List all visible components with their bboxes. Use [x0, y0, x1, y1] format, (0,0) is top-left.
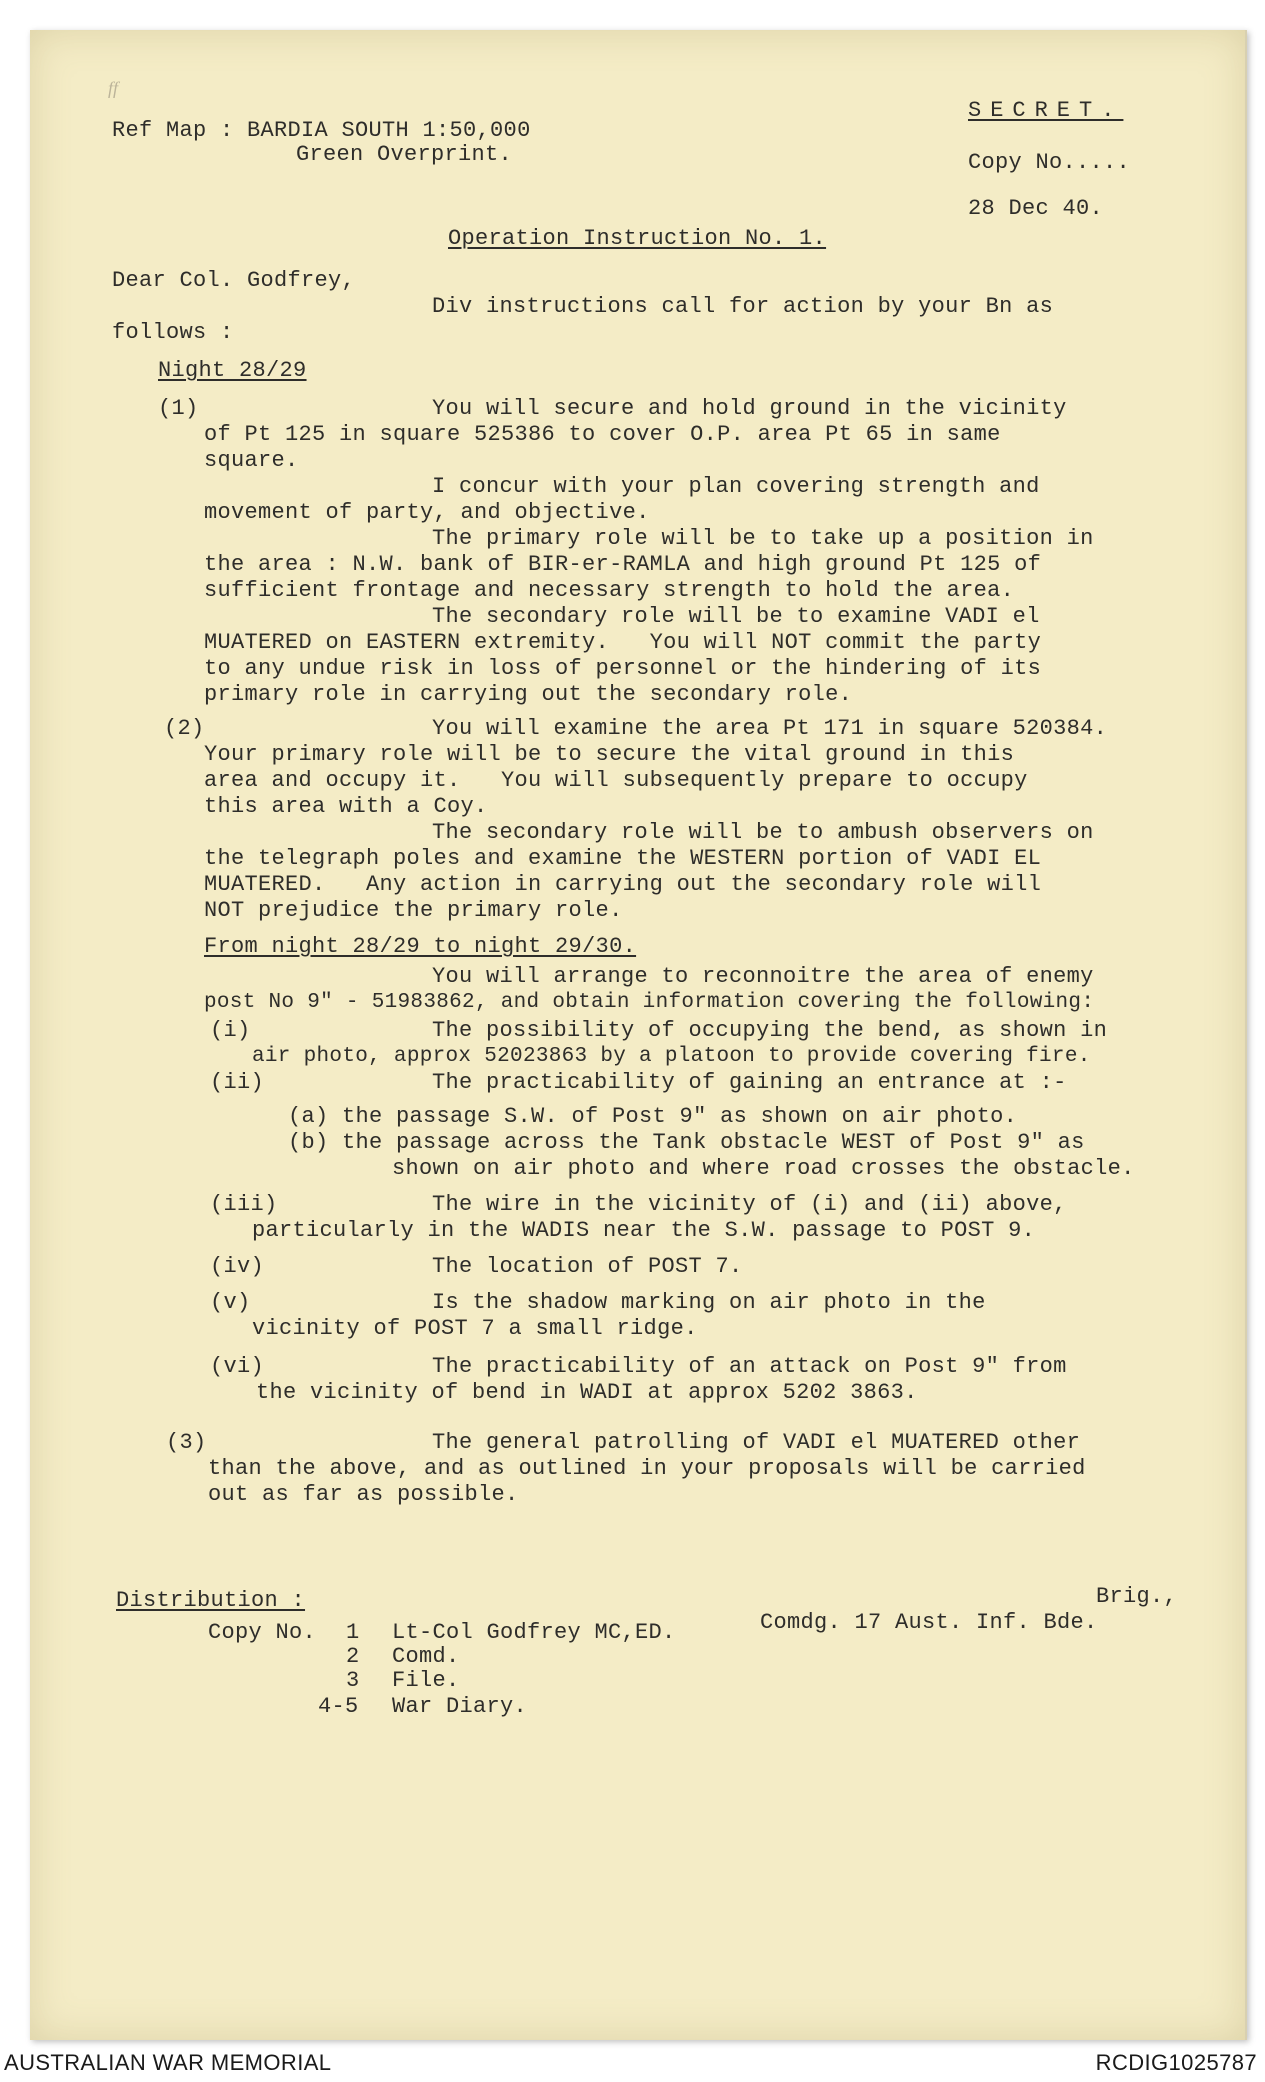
recce-item-line: air photo, approx 52023863 by a platoon to provide covering fire.: [252, 1045, 1091, 1068]
salutation: Dear Col. Godfrey,: [112, 268, 356, 293]
para2-line: the telegraph poles and examine the WESTERN portion of VADI EL: [204, 846, 1042, 871]
faint-pencil-mark: ff: [108, 78, 119, 98]
recce-item-line: the vicinity of bend in WADI at approx 5202 3863.: [256, 1380, 918, 1405]
intro-line-1: Div instructions call for action by your Bn as: [432, 294, 1054, 319]
para1-line: movement of party, and objective.: [204, 500, 650, 525]
para1-line: MUATERED on EASTERN extremity. You will NOT commit the party: [204, 630, 1042, 655]
para1-line: I concur with your plan covering strength and: [432, 474, 1040, 499]
recce-item-line: (a) the passage S.W. of Post 9" as shown on air photo.: [288, 1104, 1018, 1129]
para2-line: You will examine the area Pt 171 in square 520384.: [432, 716, 1108, 741]
distribution-no: 2: [346, 1644, 360, 1669]
para2-line: this area with a Coy.: [204, 794, 488, 819]
distribution-no: 4-5: [318, 1694, 359, 1719]
distribution-label: Distribution :: [116, 1588, 306, 1613]
recce-item-line: The practicability of gaining an entrance at :-: [432, 1070, 1067, 1095]
recce-item-line: (b) the passage across the Tank obstacle WEST of Post 9" as: [288, 1130, 1085, 1155]
para3-line: The general patrolling of VADI el MUATERED other: [432, 1430, 1081, 1455]
recce-item-line: vicinity of POST 7 a small ridge.: [252, 1316, 698, 1341]
recce-line: You will arrange to reconnoitre the area of enemy: [432, 964, 1094, 989]
signature-unit: Comdg. 17 Aust. Inf. Bde.: [760, 1610, 1098, 1635]
para1-line: sufficient frontage and necessary strength to hold the area.: [204, 578, 1015, 603]
para1-line: to any undue risk in loss of personnel or the hindering of its: [204, 656, 1042, 681]
para1-line: square.: [204, 448, 299, 473]
para1-line: the area : N.W. bank of BIR-er-RAMLA and high ground Pt 125 of: [204, 552, 1042, 577]
section-heading-night: Night 28/29: [158, 358, 307, 383]
recce-item-line: The possibility of occupying the bend, as shown in: [432, 1018, 1108, 1043]
distribution-recipient: War Diary.: [392, 1694, 528, 1719]
recce-item-number: (iv): [210, 1254, 265, 1279]
para3-number: (3): [166, 1430, 207, 1455]
para1-line: You will secure and hold ground in the vicinity: [432, 396, 1067, 421]
recce-item-number: (i): [210, 1018, 251, 1043]
recce-item-line: The wire in the vicinity of (i) and (ii) above,: [432, 1192, 1067, 1217]
distribution-no: 3: [346, 1668, 360, 1693]
recce-item-number: (ii): [210, 1070, 265, 1095]
recce-item-line: shown on air photo and where road crosses the obstacle.: [392, 1156, 1135, 1181]
distribution-recipient: Comd.: [392, 1644, 460, 1669]
recce-item-line: The practicability of an attack on Post 9" from: [432, 1354, 1067, 1379]
footer-record-id: RCDIG1025787: [1095, 2050, 1257, 2075]
para2-line: Your primary role will be to secure the vital ground in this: [204, 742, 1015, 767]
para2-number: (2): [164, 716, 205, 741]
distribution-recipient: Lt-Col Godfrey MC,ED.: [392, 1620, 676, 1645]
footer-source-label: AUSTRALIAN WAR MEMORIAL: [4, 2050, 332, 2075]
para1-line: The primary role will be to take up a position in: [432, 526, 1094, 551]
para2-line: MUATERED. Any action in carrying out the secondary role will: [204, 872, 1042, 897]
para1-line: of Pt 125 in square 525386 to cover O.P. area Pt 65 in same: [204, 422, 1001, 447]
distribution-copy-label: Copy No.: [208, 1620, 317, 1645]
recce-item-line: particularly in the WADIS near the S.W. passage to POST 9.: [252, 1218, 1036, 1243]
para2-line: NOT prejudice the primary role.: [204, 898, 623, 923]
distribution-no: 1: [346, 1620, 360, 1645]
document-title: Operation Instruction No. 1.: [448, 226, 827, 251]
recce-item-number: (vi): [210, 1354, 265, 1379]
para3-line: than the above, and as outlined in your proposals will be carried: [208, 1456, 1086, 1481]
ref-map-line1: Ref Map : BARDIA SOUTH 1:50,000: [112, 118, 531, 143]
para3-line: out as far as possible.: [208, 1482, 519, 1507]
section-heading-from: From night 28/29 to night 29/30.: [204, 934, 637, 959]
recce-item-line: The location of POST 7.: [432, 1254, 743, 1279]
recce-item-line: Is the shadow marking on air photo in the: [432, 1290, 986, 1315]
signature-rank: Brig.,: [1096, 1584, 1178, 1609]
para2-line: The secondary role will be to ambush observers on: [432, 820, 1094, 845]
recce-item-number: (v): [210, 1290, 251, 1315]
para2-line: area and occupy it. You will subsequently prepare to occupy: [204, 768, 1028, 793]
copy-number: Copy No.....: [968, 150, 1131, 175]
ref-map-line2: Green Overprint.: [296, 142, 513, 167]
recce-item-number: (iii): [210, 1192, 278, 1217]
distribution-recipient: File.: [392, 1668, 460, 1693]
para1-number: (1): [158, 396, 199, 421]
para1-line: The secondary role will be to examine VADI el: [432, 604, 1040, 629]
para1-line: primary role in carrying out the secondary role.: [204, 682, 853, 707]
classification: SECRET.: [968, 98, 1124, 123]
document-date: 28 Dec 40.: [968, 196, 1104, 221]
intro-line-2: follows :: [112, 320, 234, 345]
recce-line: post No 9" - 51983862, and obtain information covering the following:: [204, 991, 1095, 1014]
